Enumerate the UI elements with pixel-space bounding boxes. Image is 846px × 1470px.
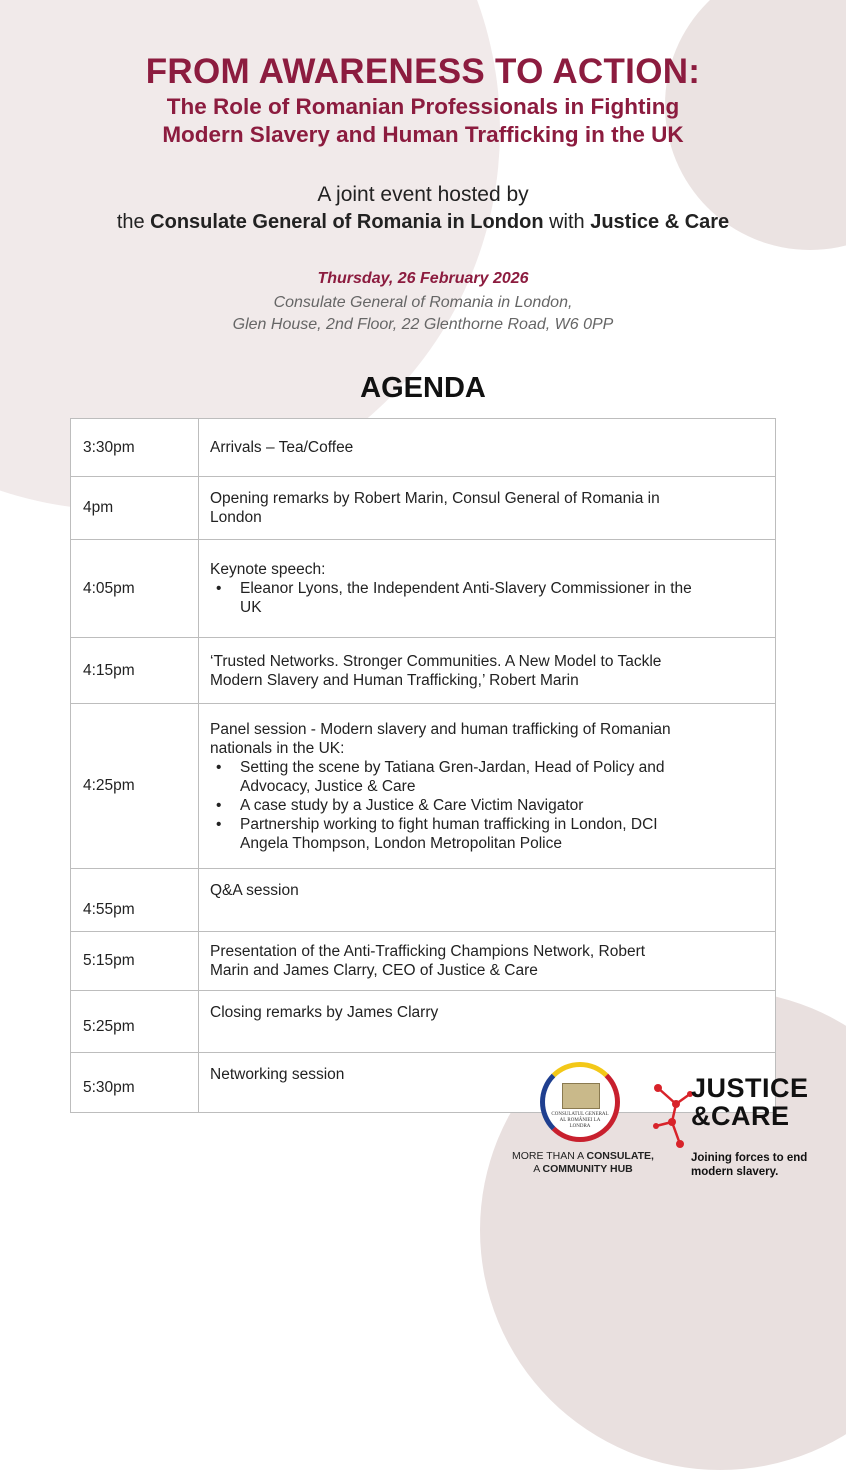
agenda-description: [199, 419, 776, 477]
bullet-text: UK: [240, 599, 262, 616]
tag-text: MORE THAN A: [512, 1150, 587, 1162]
agenda-text: Modern Slavery and Human Trafficking,’ Robert Marin: [210, 671, 579, 689]
bullet-text: Advocacy, Justice & Care: [240, 777, 416, 795]
agenda-bullet: [210, 796, 765, 815]
agenda-heading: AGENDA: [360, 372, 486, 404]
agenda-time: 4pm: [71, 477, 199, 540]
agenda-description: [199, 477, 776, 540]
bullet-text: • Setting the scene by Tatiana Gren-Jardan, Head of Policy and: [240, 758, 665, 776]
agenda-text: nationals in the UK:: [210, 739, 345, 757]
tag-text: A: [533, 1163, 543, 1175]
hosts-prefix: the: [116, 211, 151, 233]
agenda-text: Networking session: [210, 1066, 345, 1083]
host-consulate: Consulate General of Romania in London: [150, 211, 544, 233]
jc-tag-line: modern slavery.: [691, 1166, 779, 1178]
hosted-by-line: A joint event hosted by: [317, 183, 529, 206]
agenda-row: [71, 932, 776, 991]
event-date: Thursday, 26 February 2026: [317, 270, 529, 287]
agenda-row: [71, 540, 776, 638]
agenda-description: [199, 991, 776, 1053]
agenda-text: Closing remarks by James Clarry: [210, 1004, 439, 1021]
agenda-text: ‘Trusted Networks. Stronger Communities. A New Model to Tackle: [210, 652, 662, 670]
agenda-description: [199, 932, 776, 991]
justice-care-network-icon: [650, 1082, 694, 1152]
agenda-bullet: [210, 579, 765, 617]
bullet-text: • Partnership working to fight human trafficking in London, DCI: [240, 815, 658, 833]
hosts-joiner: with: [543, 211, 591, 233]
agenda-text: Keynote speech:: [210, 561, 326, 578]
coat-of-arms-icon: [562, 1083, 600, 1109]
tag-bold: CONSULATE,: [586, 1150, 654, 1162]
subtitle-line-1: The Role of Romanian Professionals in Fighting: [166, 94, 680, 119]
host-justice-care: Justice & Care: [590, 211, 730, 233]
agenda-time: 5:25pm: [71, 991, 199, 1053]
agenda-row: [71, 704, 776, 869]
bullet-text: Angela Thompson, London Metropolitan Police: [240, 834, 562, 852]
agenda-table: [70, 418, 776, 1113]
agenda-time: 5:30pm: [71, 1053, 199, 1113]
justice-care-logo-text-1: JUSTICE: [691, 1073, 809, 1103]
agenda-row: [71, 991, 776, 1053]
bullet-text: • A case study by a Justice & Care Victim Navigator: [240, 796, 584, 814]
consulate-seal-logo: [540, 1062, 620, 1142]
agenda-time: 4:55pm: [71, 869, 199, 932]
jc-tag-line: Joining forces to end: [691, 1152, 808, 1164]
agenda-description: [199, 704, 776, 869]
agenda-row: [71, 419, 776, 477]
justice-care-tagline: [691, 1151, 807, 1179]
agenda-text: London: [210, 509, 262, 526]
agenda-bullet: [210, 758, 765, 796]
consulate-seal-text: CONSULATUL GENERAL AL ROMÂNIEI LA LONDRA: [551, 1112, 609, 1129]
subtitle-line-2: Modern Slavery and Human Trafficking in the UK: [162, 122, 684, 147]
agenda-description: [199, 869, 776, 932]
event-address: [0, 292, 846, 336]
agenda-text: Arrivals – Tea/Coffee: [210, 439, 354, 456]
event-subtitle: [0, 93, 846, 149]
agenda-row: [71, 477, 776, 540]
justice-care-logo-text-2: &CARE: [691, 1101, 790, 1131]
agenda-text: Panel session - Modern slavery and human trafficking of Romanian: [210, 720, 671, 738]
agenda-row: [71, 638, 776, 704]
tag-bold: COMMUNITY HUB: [542, 1163, 633, 1175]
agenda-text: Presentation of the Anti-Trafficking Champions Network, Robert: [210, 943, 646, 960]
agenda-row: [71, 869, 776, 932]
agenda-description: [199, 540, 776, 638]
agenda-description: [199, 638, 776, 704]
agenda-time: 4:05pm: [71, 540, 199, 638]
agenda-text: Opening remarks by Robert Marin, Consul General of Romania in: [210, 490, 660, 507]
agenda-text: Marin and James Clarry, CEO of Justice & Care: [210, 962, 538, 979]
agenda-bullet: [210, 815, 765, 853]
agenda-time: 4:25pm: [71, 704, 199, 869]
bullet-text: • Eleanor Lyons, the Independent Anti-Slavery Commissioner in the: [240, 580, 692, 597]
hosts-line: [0, 211, 846, 234]
agenda-text: Q&A session: [210, 882, 299, 899]
agenda-time: 3:30pm: [71, 419, 199, 477]
address-line-2: Glen House, 2nd Floor, 22 Glenthorne Road, W6 0PP: [232, 316, 614, 333]
consulate-tagline: [508, 1150, 658, 1176]
event-title: FROM AWARENESS TO ACTION:: [145, 52, 701, 91]
agenda-time: 4:15pm: [71, 638, 199, 704]
agenda-time: 5:15pm: [71, 932, 199, 991]
address-line-1: Consulate General of Romania in London,: [273, 294, 573, 311]
